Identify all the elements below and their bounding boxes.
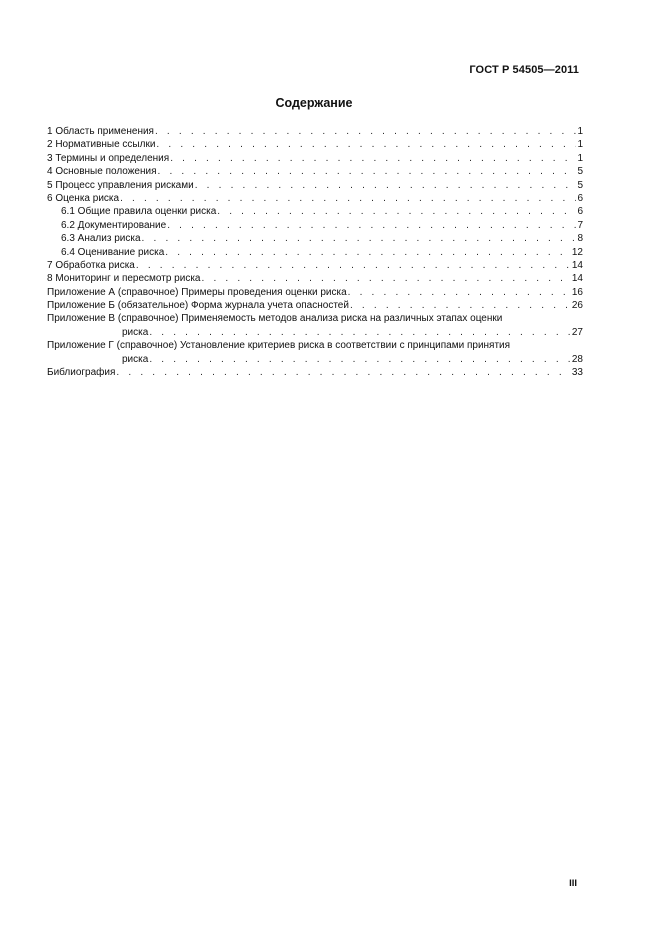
page-number: III <box>569 878 577 889</box>
dot-leader <box>170 152 576 165</box>
toc-entry-label: 6.1 Общие правила оценки риска <box>61 206 217 218</box>
toc-entry-label: 8 Мониторинг и пересмотр риска <box>47 273 201 285</box>
dot-leader <box>165 246 571 259</box>
dot-leader <box>149 326 571 339</box>
toc-entry-page: 12 <box>571 246 583 258</box>
table-of-contents <box>47 125 583 379</box>
toc-entry-appendix-v[interactable] <box>47 326 583 339</box>
toc-entry-normative-references[interactable] <box>47 138 583 151</box>
toc-entry-general-rules[interactable] <box>47 205 583 218</box>
toc-title: Содержание <box>275 96 353 110</box>
dot-leader <box>167 219 576 232</box>
toc-entry-label: 5 Процесс управления рисками <box>47 179 194 191</box>
toc-entry-appendix-b[interactable] <box>47 299 583 312</box>
dot-leader <box>149 353 571 366</box>
toc-entry-scope[interactable] <box>47 125 583 138</box>
dot-leader <box>217 205 576 218</box>
toc-entry-risk-analysis[interactable] <box>47 232 583 245</box>
toc-entry-bibliography[interactable] <box>47 366 583 379</box>
toc-entry-label: 6.3 Анализ риска <box>61 233 141 245</box>
dot-leader <box>142 232 577 245</box>
dot-leader <box>156 138 576 151</box>
toc-entry-appendix-a[interactable] <box>47 286 583 299</box>
toc-entry-label: 6.2 Документирование <box>61 219 167 231</box>
toc-entry-documentation[interactable] <box>47 219 583 232</box>
toc-entry-label: 1 Область применения <box>47 126 154 137</box>
toc-entry-label: Приложение А (справочное) Примеры проведения оценки риска <box>47 286 347 298</box>
dot-leader <box>136 259 571 272</box>
toc-entry-label: риска <box>122 326 149 338</box>
toc-entry-label: 6 Оценка риска <box>47 192 120 204</box>
dot-leader <box>350 299 571 312</box>
toc-entry-page: 14 <box>571 259 583 271</box>
toc-entry-appendix-v-line1[interactable]: Приложение В (справочное) Применяемость методов анализа риска на различных этапах оценки <box>47 313 503 325</box>
toc-entry-risk-treatment[interactable] <box>47 259 583 272</box>
dot-leader <box>195 179 577 192</box>
toc-entry-label: риска <box>122 353 149 365</box>
toc-entry-appendix-g[interactable] <box>47 353 583 366</box>
toc-entry-page: 5 <box>577 179 583 191</box>
toc-entry-risk-evaluation[interactable] <box>47 246 583 259</box>
toc-entry-page: 5 <box>577 166 583 178</box>
toc-entry-label: 6.4 Оценивание риска <box>61 246 165 258</box>
toc-entry-page: 16 <box>571 286 583 298</box>
dot-leader <box>120 192 576 205</box>
toc-entry-page: 1 <box>577 152 583 164</box>
toc-entry-page: 27 <box>571 326 583 338</box>
document-code: ГОСТ Р 54505—2011 <box>469 64 579 76</box>
toc-entry-label: 3 Термины и определения <box>47 152 170 164</box>
dot-leader <box>158 165 577 178</box>
toc-entry-monitoring-review[interactable] <box>47 272 583 285</box>
toc-entry-terms-definitions[interactable] <box>47 152 583 165</box>
toc-entry-page: 1 <box>577 126 583 137</box>
toc-entry-risk-management-process[interactable] <box>47 179 583 192</box>
toc-entry-page: 6 <box>577 206 583 218</box>
dot-leader <box>201 272 570 285</box>
toc-entry-page: 7 <box>577 219 583 231</box>
dot-leader <box>155 125 576 138</box>
toc-entry-page: 26 <box>571 300 583 312</box>
toc-entry-label: 2 Нормативные ссылки <box>47 139 156 151</box>
toc-entry-appendix-g-line1[interactable]: Приложение Г (справочное) Установление критериев риска в соответствии с принципами принятия <box>47 340 511 352</box>
toc-entry-label: Библиография <box>47 367 116 379</box>
toc-entry-page: 28 <box>571 353 583 365</box>
toc-entry-page: 8 <box>577 233 583 245</box>
toc-entry-page: 33 <box>571 367 583 379</box>
toc-entry-label: 7 Обработка риска <box>47 259 135 271</box>
toc-entry-page: 1 <box>577 139 583 151</box>
toc-entry-label: 4 Основные положения <box>47 166 157 178</box>
toc-entry-page: 14 <box>571 273 583 285</box>
dot-leader <box>348 286 571 299</box>
toc-entry-page: 6 <box>577 192 583 204</box>
toc-entry-label: Приложение Б (обязательное) Форма журнала учета опасностей <box>47 300 349 312</box>
toc-entry-risk-assessment[interactable] <box>47 192 583 205</box>
dot-leader <box>116 366 570 379</box>
toc-entry-general-provisions[interactable] <box>47 165 583 178</box>
